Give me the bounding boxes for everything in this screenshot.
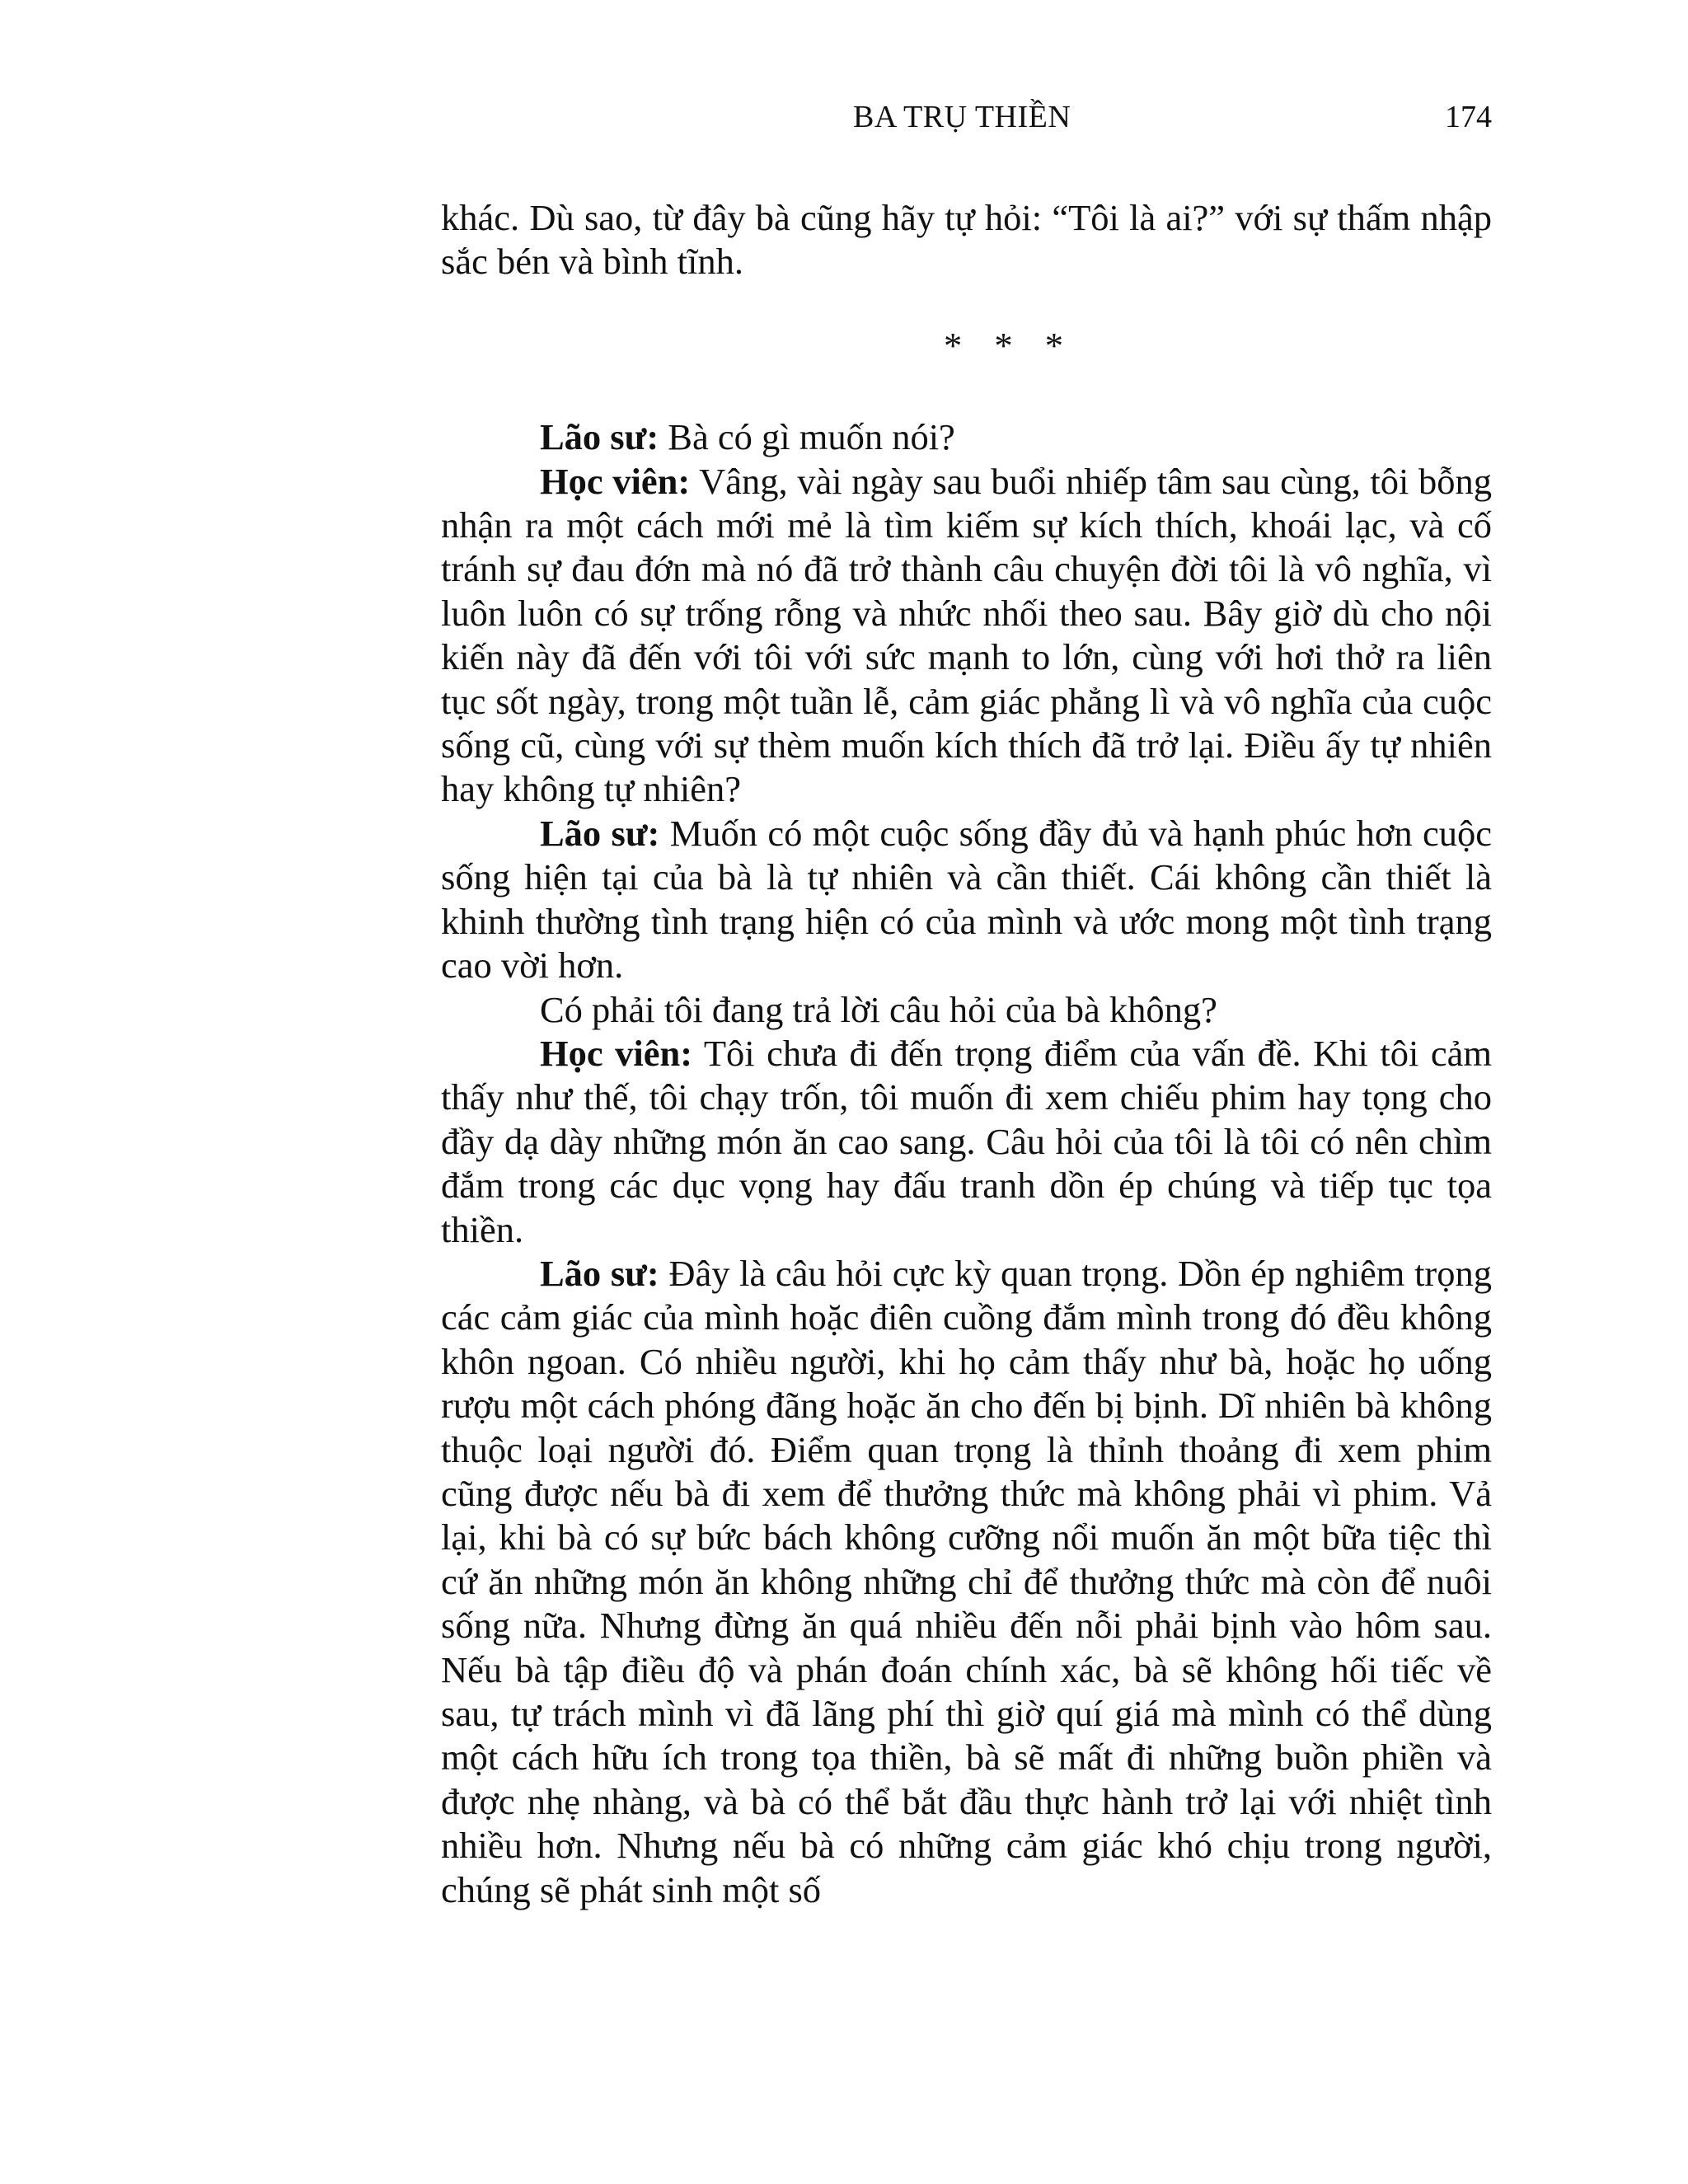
paragraph-text: Bà có gì muốn nói? (668, 416, 955, 458)
dialogue-paragraph (441, 1252, 1492, 1912)
page-number: 174 (1445, 100, 1492, 134)
dialogue-paragraph (441, 1032, 1492, 1252)
paragraph-text: khác. Dù sao, từ đây bà cũng hãy tự hỏi: “Tôi là ai?” với sự thấm nhập sắc bén và bình tĩnh. (441, 197, 1492, 283)
body-text (441, 196, 1492, 1912)
speaker-label: Lão sư: (540, 416, 659, 458)
speaker-label: Lão sư: (540, 1252, 659, 1294)
dialogue-paragraph (441, 988, 1492, 1032)
dialogue-paragraph (441, 812, 1492, 988)
paragraph-text: Có phải tôi đang trả lời câu hỏi của bà không? (540, 988, 1217, 1030)
running-header (441, 96, 1492, 138)
speaker-label: Học viên: (540, 1032, 693, 1074)
running-title: BA TRỤ THIỀN (853, 100, 1071, 134)
dialogue-paragraph (441, 415, 1492, 459)
paragraph-text: Muốn có một cuộc sống đầy đủ và hạnh phúc hơn cuộc sống hiện tại của bà là tự nhiên và cần thiết. Cái không cần thiết là khinh thường tình trạng hiện có của mình và ước mong một tình trạng cao vời hơn. (441, 812, 1493, 987)
paragraph-text: Tôi chưa đi đến trọng điểm của vấn đề. Khi tôi cảm thấy như thế, tôi chạy trốn, tôi muốn đi xem chiếu phim hay tọng cho đầy dạ dày những món ăn cao sang. Câu hỏi của tôi là tôi có nên chìm đắm trong các dục vọng hay đấu tranh dồn ép chúng và tiếp tục tọa thiền. (441, 1032, 1492, 1250)
paragraph-text: Vâng, vài ngày sau buổi nhiếp tâm sau cùng, tôi bỗng nhận ra một cách mới mẻ là tìm kiếm sự kích thích, khoái lạc, và cố tránh sự đau đớn mà nó đã trở thành câu chuyện đời tôi là vô nghĩa, vì luôn luôn có sự trống rỗng và nhức nhối theo sau. Bây giờ dù cho nội kiến này đã đến với tôi với sức mạnh to lớn, cùng với hơi thở ra liên tục sốt ngày, trong một tuần lễ, cảm giác phẳng lì và vô nghĩa của cuộc sống cũ, cùng với sự thèm muốn kích thích đã trở lại. Điều ấy tự nhiên hay không tự nhiên? (441, 460, 1492, 810)
dialogue-paragraph (441, 460, 1492, 812)
speaker-label: Lão sư: (540, 812, 660, 854)
paragraph-continuation (441, 196, 1492, 284)
section-separator: * * * (944, 324, 1063, 366)
speaker-label: Học viên: (540, 460, 691, 502)
paragraph-text: Đây là câu hỏi cực kỳ quan trọng. Dồn ép nghiêm trọng các cảm giác của mình hoặc điên cuồng đắm mình trong đó đều không khôn ngoan. Có nhiều người, khi họ cảm thấy như bà, hoặc họ uống rượu một cách phóng đãng hoặc ăn cho đến bị bịnh. Dĩ nhiên bà không thuộc loại người đó. Điểm quan trọng là thỉnh thoảng đi xem phim cũng được nếu bà đi xem để thưởng thức mà không phải vì phim. Vả lại, khi bà có sự bức bách không cưỡng nổi muốn ăn một bữa tiệc thì cứ ăn những món ăn không những chỉ để thưởng thức mà còn để nuôi sống nữa. Nhưng đừng ăn quá nhiều đến nỗi phải bịnh vào hôm sau. Nếu bà tập điều độ và phán đoán chính xác, bà sẽ không hối tiếc về sau, tự trách mình vì đã lãng phí thì giờ quí giá mà mình có thể dùng một cách hữu ích trong tọa thiền, bà sẽ mất đi những buồn phiền và được nhẹ nhàng, và bà có thể bắt đầu thực hành trở lại với nhiệt tình nhiều hơn. Nhưng nếu bà có những cảm giác khó chịu trong người, chúng sẽ phát sinh một số (441, 1252, 1492, 1910)
